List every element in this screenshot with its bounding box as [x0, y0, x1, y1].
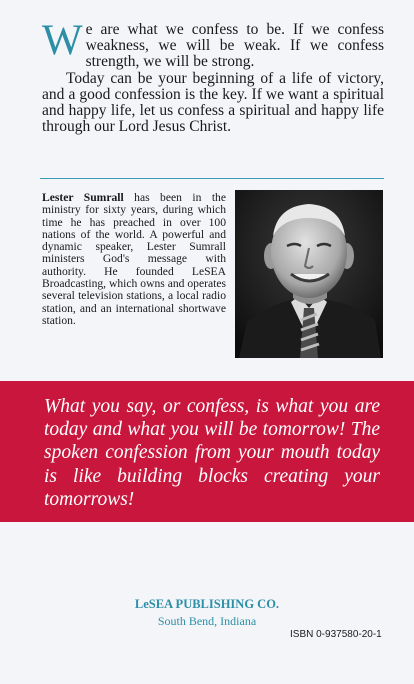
- intro-paragraph-1: [42, 17, 384, 71]
- author-photo: [235, 190, 383, 358]
- drop-cap: W: [42, 17, 83, 64]
- quote-banner: [0, 381, 414, 522]
- publisher-name: LeSEA PUBLISHING CO.: [134, 597, 280, 611]
- author-portrait-image: [235, 190, 383, 358]
- publisher-location: South Bend, Indiana: [157, 614, 257, 628]
- intro-text: [42, 17, 384, 136]
- author-bio-text: has been in the ministry for sixty years, during which time he has preached in over 100 nations of the world. A powerful and dynamic speaker, Lester Sumrall ministers God's message with authority. He founded LeSEA Broadcasting, which owns and operates several television stations, a local radio station, and an international shortwave station.: [42, 191, 226, 327]
- isbn-number: ISBN 0-937580-20-1: [290, 629, 382, 640]
- intro-paragraph-1-text: e are what we confess to be. If we confess weakness, we will be weak. If we confess strength, we will be strong.: [85, 21, 384, 71]
- banner-quote: What you say, or confess, is what you are today and what you will be tomorrow! The spoken confession from your mouth today is like building blocks creating your tomorrows!: [44, 396, 380, 510]
- divider-line: [40, 178, 384, 179]
- author-name: Lester Sumrall: [42, 191, 124, 204]
- author-bio: [42, 192, 226, 327]
- intro-paragraph-2: Today can be your beginning of a life of victory, and a good confession is the key. If we want a spiritual and happy life, let us confess a spiritual and happy life through our Lord Jesus Christ.: [42, 69, 384, 136]
